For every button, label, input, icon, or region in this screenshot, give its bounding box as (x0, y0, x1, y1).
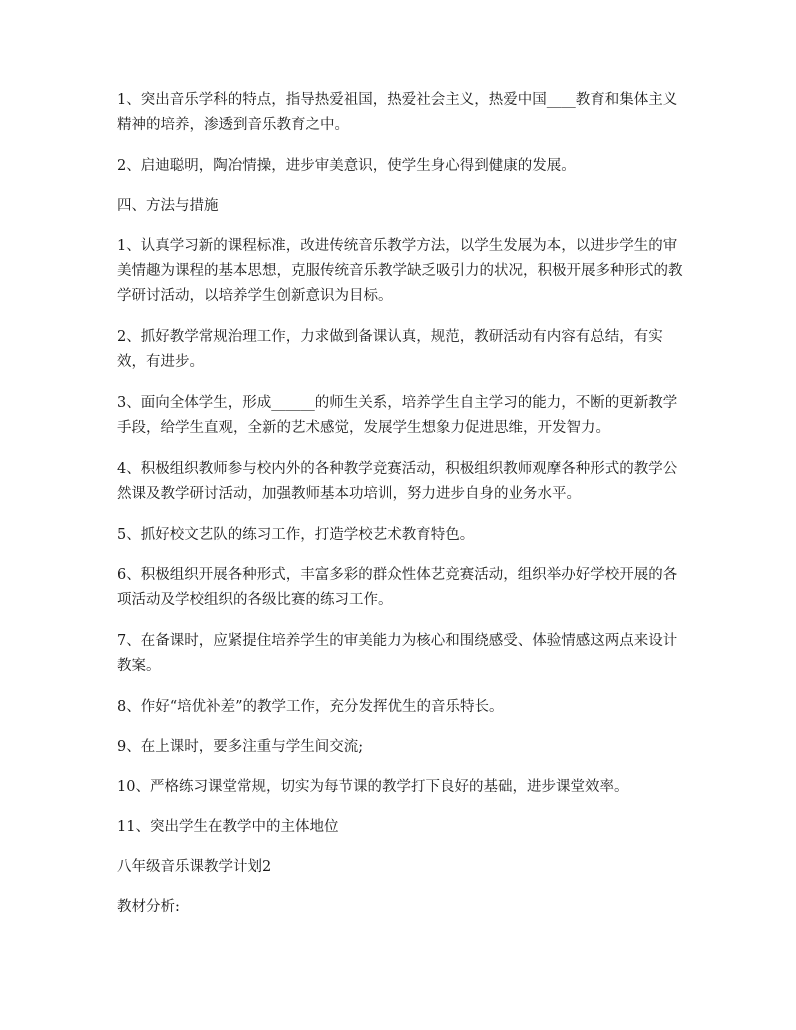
paragraph-method-5: 5、抓好校文艺队的练习工作，打造学校艺术教育特色。 (117, 527, 475, 543)
paragraph-method-11: 11、突出学生在教学中的主体地位 (117, 819, 339, 835)
document-body (117, 88, 683, 935)
paragraph-method-4: 4、积极组织教师参与校内外的各种教学竞赛活动，积极组织教师观摩各种形式的教学公然课及教学研讨活动，加强教师基本功培训，努力进步自身的业务水平。 (117, 461, 678, 502)
plan-title: 八年级音乐课教学计划2 (117, 859, 272, 875)
paragraph-goal-2: 2、启迪聪明，陶冶情操，进步审美意识，使学生身心得到健康的发展。 (117, 158, 576, 174)
section-heading-methods: 四、方法与措施 (117, 198, 219, 214)
paragraph-method-7: 7、在备课时，应紧提住培养学生的审美能力为核心和围绕感受、体验情感这两点来设计教案。 (117, 633, 678, 674)
paragraph-method-1: 1、认真学习新的课程标准，改进传统音乐教学方法，以学生发展为本，以进步学生的审美情趣为课程的基本思想，克服传统音乐教学缺乏吸引力的状况，积极开展多种形式的教学研讨活动，以培养学生创新意识为目标。 (117, 238, 683, 304)
section-heading-textbook-analysis: 教材分析: (117, 899, 180, 915)
paragraph-method-6: 6、积极组织开展各种形式，丰富多彩的群众性体艺竞赛活动，组织举办好学校开展的各项活动及学校组织的各级比赛的练习工作。 (117, 567, 678, 608)
paragraph-method-8: 8、作好“培优补差”的教学工作，充分发挥优生的音乐特长。 (117, 699, 504, 715)
paragraph-method-10: 10、严格练习课堂常规，切实为每节课的教学打下良好的基础，进步课堂效率。 (117, 779, 629, 795)
paragraph-method-2: 2、抓好教学常规治理工作，力求做到备课认真，规范，教研活动有内容有总结，有实效，有进步。 (117, 329, 663, 370)
paragraph-method-9: 9、在上课时，要多注重与学生间交流; (117, 739, 364, 755)
paragraph-method-3: 3、面向全体学生，形成______的师生关系，培养学生自主学习的能力，不断的更新教学手段，给学生直观，全新的艺术感觉，发展学生想象力促进思维，开发智力。 (117, 395, 678, 436)
paragraph-goal-1: 1、突出音乐学科的特点，指导热爱祖国，热爱社会主义，热爱中国____教育和集体主义精神的培养，渗透到音乐教育之中。 (117, 92, 678, 133)
